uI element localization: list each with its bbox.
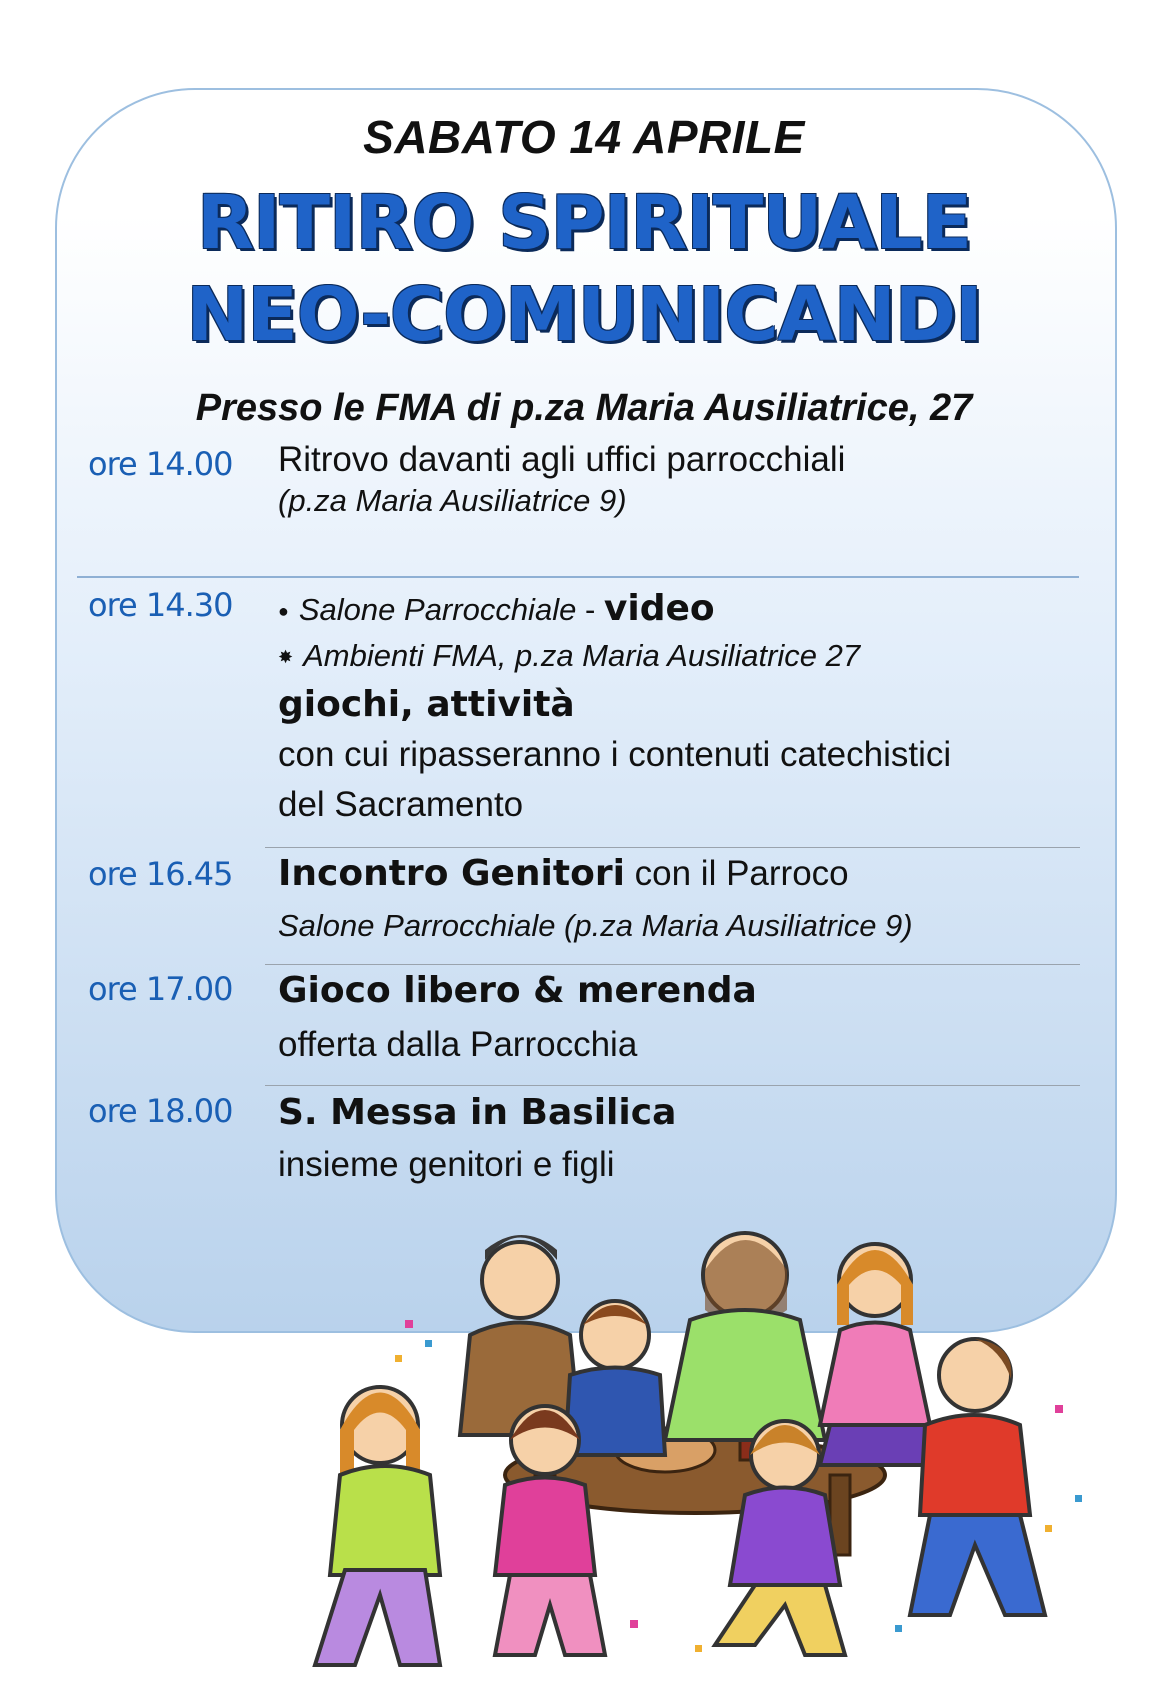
bullet-2-place: Ambienti FMA, p.za Maria Ausiliatrice 27	[303, 638, 861, 673]
schedule-bullet-2	[278, 638, 860, 674]
bullet-1-dash: -	[576, 592, 604, 627]
schedule-title-4: Gioco libero & merenda	[278, 970, 757, 1011]
event-date: SABATO 14 APRILE	[363, 111, 805, 163]
bullet-icon: ●	[278, 601, 289, 622]
schedule-time-4: ore 17.00	[88, 970, 233, 1008]
schedule-activity-2: giochi, attività	[278, 684, 575, 725]
meeting-title-rest: con il Parroco	[624, 854, 849, 893]
divider-3	[265, 964, 1080, 965]
schedule-time-2: ore 14.30	[88, 586, 233, 624]
bullet-1-activity: video	[603, 588, 715, 629]
event-title-line2: NEO-COMUNICANDI	[186, 272, 982, 358]
schedule-text-5: insieme genitori e figli	[278, 1145, 615, 1184]
meeting-title: Incontro Genitori	[278, 853, 625, 894]
schedule-text-2b: del Sacramento	[278, 785, 524, 824]
schedule-title-3	[278, 853, 849, 894]
schedule-text-1: Ritrovo davanti agli uffici parrocchiali	[278, 440, 846, 479]
schedule-time-1: ore 14.00	[88, 445, 233, 483]
bullet-1-place: Salone Parrocchiale	[298, 592, 577, 627]
divider-4	[265, 1085, 1080, 1086]
schedule-bullet-1	[278, 588, 715, 629]
bullet-icon: ✸	[278, 647, 294, 668]
schedule-note-1: (p.za Maria Ausiliatrice 9)	[278, 483, 627, 518]
schedule-title-5: S. Messa in Basilica	[278, 1092, 677, 1133]
schedule-time-3: ore 16.45	[88, 855, 233, 893]
divider-2	[265, 847, 1080, 848]
schedule-text-2a: con cui ripasseranno i contenuti catechistici	[278, 735, 952, 774]
event-title-line1: RITIRO SPIRITUALE	[196, 180, 972, 266]
schedule-time-5: ore 18.00	[88, 1092, 233, 1130]
children-dancing-around-jesus-icon	[285, 1225, 1105, 1685]
event-location: Presso le FMA di p.za Maria Ausiliatrice, 27	[195, 387, 973, 429]
schedule-text-4: offerta dalla Parrocchia	[278, 1025, 638, 1064]
divider-1	[77, 576, 1079, 578]
schedule-note-3: Salone Parrocchiale (p.za Maria Ausiliatrice 9)	[278, 908, 913, 943]
